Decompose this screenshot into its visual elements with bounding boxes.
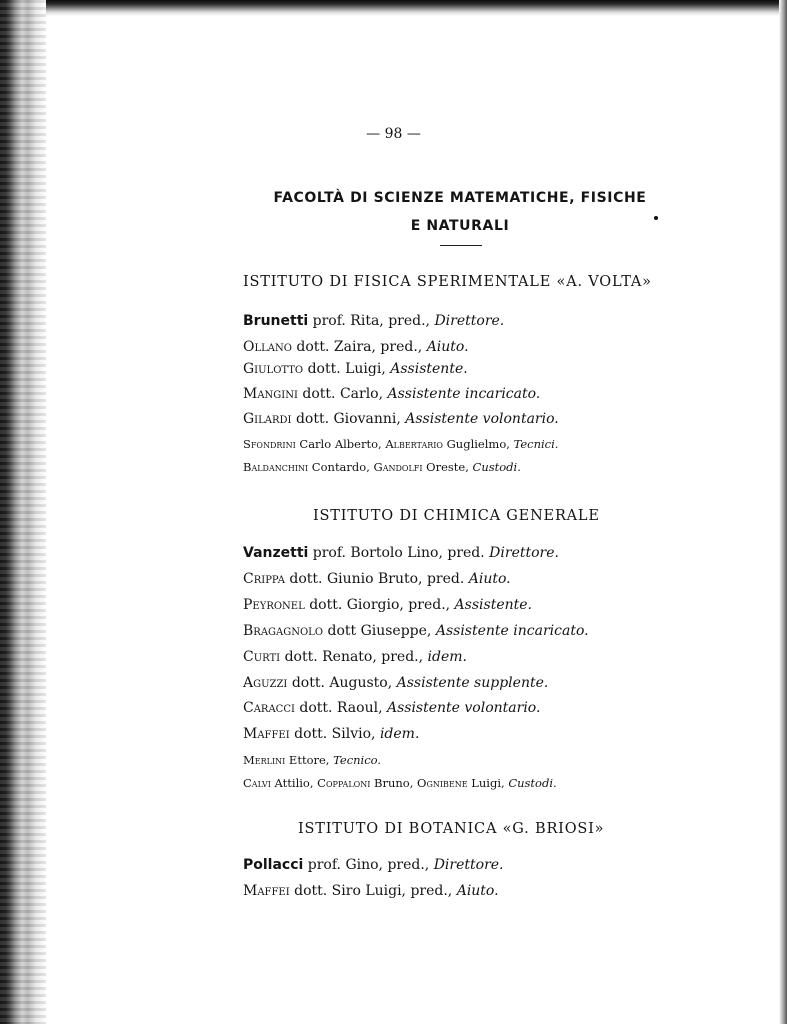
staff-entry <box>243 571 511 587</box>
staff-surname: Pollacci <box>243 857 304 873</box>
staff-role: Custodi. <box>508 776 557 790</box>
staff-role: Direttore. <box>434 313 505 329</box>
staff-entry <box>243 857 504 873</box>
scan-right-edge <box>779 0 787 1024</box>
institute-title-chimica: ISTITUTO DI CHIMICA GENERALE <box>313 508 600 524</box>
staff-role: Assistente volontario. <box>405 411 559 427</box>
staff-entry <box>243 776 557 790</box>
staff-entry <box>243 339 469 355</box>
staff-details: dott. Giovanni, <box>291 411 406 427</box>
staff-surname: Ognibene <box>417 776 468 790</box>
staff-role: Direttore. <box>489 545 559 561</box>
staff-surname: Giulotto <box>243 361 304 377</box>
staff-details: Guglielmo, <box>442 437 514 451</box>
staff-role: Assistente. <box>454 597 532 613</box>
institute-title-botanica: ISTITUTO DI BOTANICA «G. BRIOSI» <box>298 821 605 837</box>
staff-surname: Maffei <box>243 726 290 742</box>
staff-surname: Calvi <box>243 776 271 790</box>
staff-role: Tecnico. <box>333 753 382 767</box>
staff-details: dott. Augusto, <box>287 675 397 691</box>
staff-surname: Maffei <box>243 883 290 899</box>
staff-details: dott. Silvio, <box>289 726 380 742</box>
scan-top-edge <box>0 0 787 16</box>
staff-details: Luigi, <box>467 776 509 790</box>
staff-details: dott. Renato, pred., <box>280 649 428 665</box>
staff-surname: Baldanchini <box>243 460 309 474</box>
faculty-title: FACOLTÀ DI SCIENZE MATEMATICHE, FISICHE <box>273 190 647 206</box>
staff-role: Tecnici. <box>513 437 559 451</box>
staff-entry <box>243 649 467 665</box>
staff-surname: Peyronel <box>243 597 305 613</box>
staff-entry <box>243 623 589 639</box>
staff-details: Oreste, <box>422 460 473 474</box>
staff-surname: Crippa <box>243 571 285 587</box>
staff-surname: Caracci <box>243 700 295 716</box>
staff-entry <box>243 313 504 329</box>
staff-entry <box>243 411 559 427</box>
staff-surname: Ollano <box>243 339 292 355</box>
staff-details: dott. Zaira, pred., <box>291 339 427 355</box>
staff-details: dott. Luigi, <box>303 361 391 377</box>
scan-binding-edge <box>0 0 46 1024</box>
staff-role: Aiuto. <box>456 883 499 899</box>
staff-surname: Albertario <box>385 437 443 451</box>
staff-entry <box>243 361 468 377</box>
title-rule <box>440 245 482 246</box>
staff-surname: Vanzetti <box>243 545 309 561</box>
staff-surname: Brunetti <box>243 313 309 329</box>
staff-details: prof. Bortolo Lino, pred. <box>308 545 490 561</box>
staff-entry <box>243 386 540 402</box>
institute-title-fisica: ISTITUTO DI FISICA SPERIMENTALE «A. VOLTA» <box>243 274 652 290</box>
staff-entry <box>243 700 540 716</box>
staff-role: Custodi. <box>472 460 521 474</box>
staff-entry <box>243 726 419 742</box>
staff-details: Contardo, <box>308 460 374 474</box>
staff-role: Assistente incaricato. <box>435 623 589 639</box>
staff-surname: Aguzzi <box>243 675 288 691</box>
staff-role: Assistente incaricato. <box>387 386 541 402</box>
staff-details: Attilio, <box>270 776 318 790</box>
staff-entry <box>243 460 521 474</box>
staff-surname: Sfondrini <box>243 437 296 451</box>
staff-details: prof. Rita, pred., <box>308 313 435 329</box>
staff-entry <box>243 437 558 451</box>
staff-details: dott. Giorgio, pred., <box>304 597 455 613</box>
faculty-title-cont: E NATURALI <box>410 218 510 234</box>
staff-role: Assistente supplente. <box>396 675 549 691</box>
staff-surname: Bragagnolo <box>243 623 324 639</box>
staff-surname: Coppaloni <box>317 776 371 790</box>
staff-details: dott. Siro Luigi, pred., <box>289 883 457 899</box>
staff-role: Aiuto. <box>426 339 469 355</box>
staff-details: Ettore, <box>285 753 334 767</box>
staff-entry <box>243 753 381 767</box>
staff-surname: Gilardi <box>243 411 292 427</box>
staff-role: Assistente volontario. <box>386 700 541 716</box>
staff-role: Assistente. <box>390 361 468 377</box>
staff-surname: Merlini <box>243 753 286 767</box>
staff-entry <box>243 675 548 691</box>
staff-details: Bruno, <box>370 776 418 790</box>
page-number: — 98 — <box>366 126 421 142</box>
staff-details: prof. Gino, pred., <box>303 857 434 873</box>
staff-role: Aiuto. <box>468 571 511 587</box>
staff-details: dott. Giunio Bruto, pred. <box>284 571 469 587</box>
staff-entry <box>243 883 499 899</box>
staff-entry <box>243 597 532 613</box>
staff-details: dott. Raoul, <box>294 700 387 716</box>
staff-entry <box>243 545 559 561</box>
staff-role: Direttore. <box>433 857 504 873</box>
staff-details: dott. Carlo, <box>297 386 388 402</box>
staff-details: Carlo Alberto, <box>295 437 386 451</box>
staff-surname: Curti <box>243 649 281 665</box>
staff-surname: Mangini <box>243 386 298 402</box>
staff-details: dott Giuseppe, <box>323 623 436 639</box>
staff-role: idem. <box>427 649 467 665</box>
staff-role: idem. <box>379 726 420 742</box>
staff-surname: Gandolfi <box>373 460 423 474</box>
